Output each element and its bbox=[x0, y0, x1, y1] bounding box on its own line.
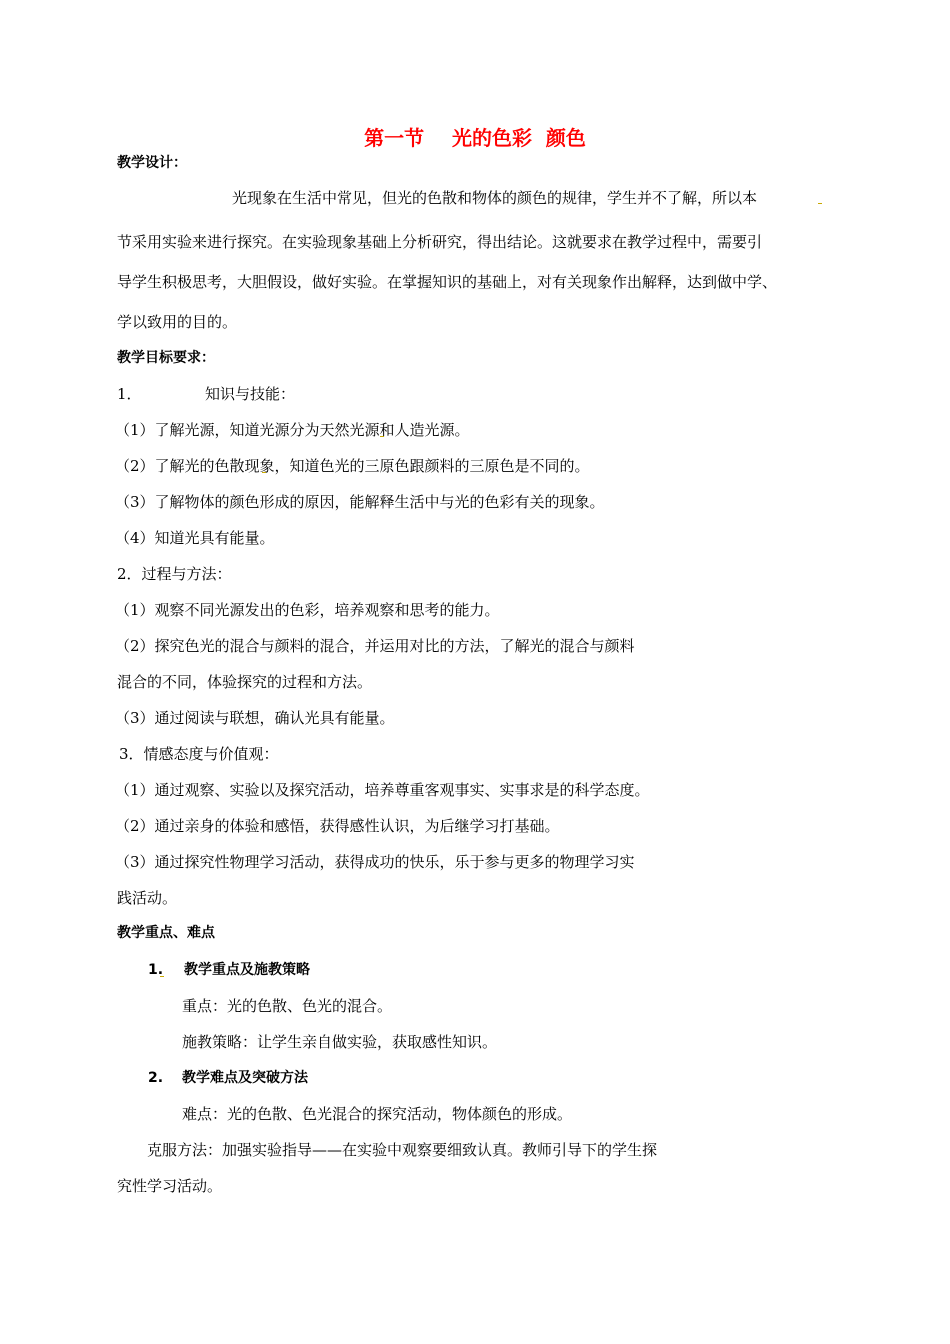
goal-item: （2）了解光的色散现象，知道色光的三原色跟颜料的三原色是不同的。 bbox=[115, 457, 590, 475]
goal-item: 混合的不同，体验探究的过程和方法。 bbox=[117, 673, 373, 691]
goal-section-title: 2．过程与方法： bbox=[117, 565, 232, 583]
keypoint-number: 2. bbox=[148, 1070, 164, 1086]
design-para-line: 导学生积极思考，大胆假设，做好实验。在掌握知识的基础上，对有关现象作出解释，达到做中学、 bbox=[117, 273, 778, 291]
method-line: 究性学习活动。 bbox=[117, 1177, 223, 1195]
goal-section-title: 3．情感态度与价值观： bbox=[119, 745, 279, 763]
goal-item: （3）通过阅读与联想，确认光具有能量。 bbox=[115, 709, 395, 727]
goal-item: （2）探究色光的混合与颜料的混合，并运用对比的方法，了解光的混合与颜料 bbox=[115, 637, 635, 655]
goal-item: （2）通过亲身的体验和感悟，获得感性认识，为后继学习打基础。 bbox=[115, 817, 560, 835]
design-para-line: 光现象在生活中常见，但光的色散和物体的颜色的规律，学生并不了解，所以本 bbox=[232, 189, 758, 207]
goal-item: （1）观察不同光源发出的色彩，培养观察和思考的能力。 bbox=[115, 601, 500, 619]
goals-heading: 教学目标要求： bbox=[117, 350, 215, 366]
keypoint-line: 难点：光的色散、色光混合的探究活动，物体颜色的形成。 bbox=[182, 1105, 573, 1123]
keypoint-title: 教学重点及施教策略 bbox=[184, 962, 310, 978]
design-para-line: 节采用实验来进行探究。在实验现象基础上分析研究，得出结论。这就要求在教学过程中，需要引 bbox=[117, 233, 763, 251]
goal-item: （3）了解物体的颜色形成的原因，能解释生活中与光的色彩有关的现象。 bbox=[115, 493, 605, 511]
edit-mark bbox=[818, 200, 822, 204]
design-heading: 教学设计： bbox=[117, 155, 187, 171]
edit-mark bbox=[262, 469, 266, 473]
keypoint-line: 施教策略：让学生亲自做实验，获取感性知识。 bbox=[182, 1033, 498, 1051]
goal-item: （4）知道光具有能量。 bbox=[115, 529, 275, 547]
goal-item: （1）了解光源，知道光源分为天然光源和人造光源。 bbox=[115, 421, 470, 439]
method-line: 克服方法：加强实验指导——在实验中观察要细致认真。教师引导下的学生探 bbox=[147, 1141, 658, 1159]
goal-item: 践活动。 bbox=[117, 889, 178, 907]
page-title: 第一节 光的色彩 颜色 bbox=[364, 126, 586, 150]
goal-section-title: 知识与技能： bbox=[205, 385, 296, 403]
edit-mark bbox=[380, 433, 384, 437]
goal-section-number: 1． bbox=[117, 385, 142, 403]
goal-item: （1）通过观察、实验以及探究活动，培养尊重客观事实、实事求是的科学态度。 bbox=[115, 781, 650, 799]
edit-mark bbox=[160, 973, 164, 977]
keypoint-line: 重点：光的色散、色光的混合。 bbox=[182, 997, 393, 1015]
design-para-line: 学以致用的目的。 bbox=[117, 313, 238, 331]
goal-item: （3）通过探究性物理学习活动，获得成功的快乐，乐于参与更多的物理学习实 bbox=[115, 853, 635, 871]
keypoints-heading: 教学重点、难点 bbox=[117, 925, 215, 941]
keypoint-number: 1. bbox=[148, 962, 164, 978]
keypoint-title: 教学难点及突破方法 bbox=[182, 1070, 308, 1086]
